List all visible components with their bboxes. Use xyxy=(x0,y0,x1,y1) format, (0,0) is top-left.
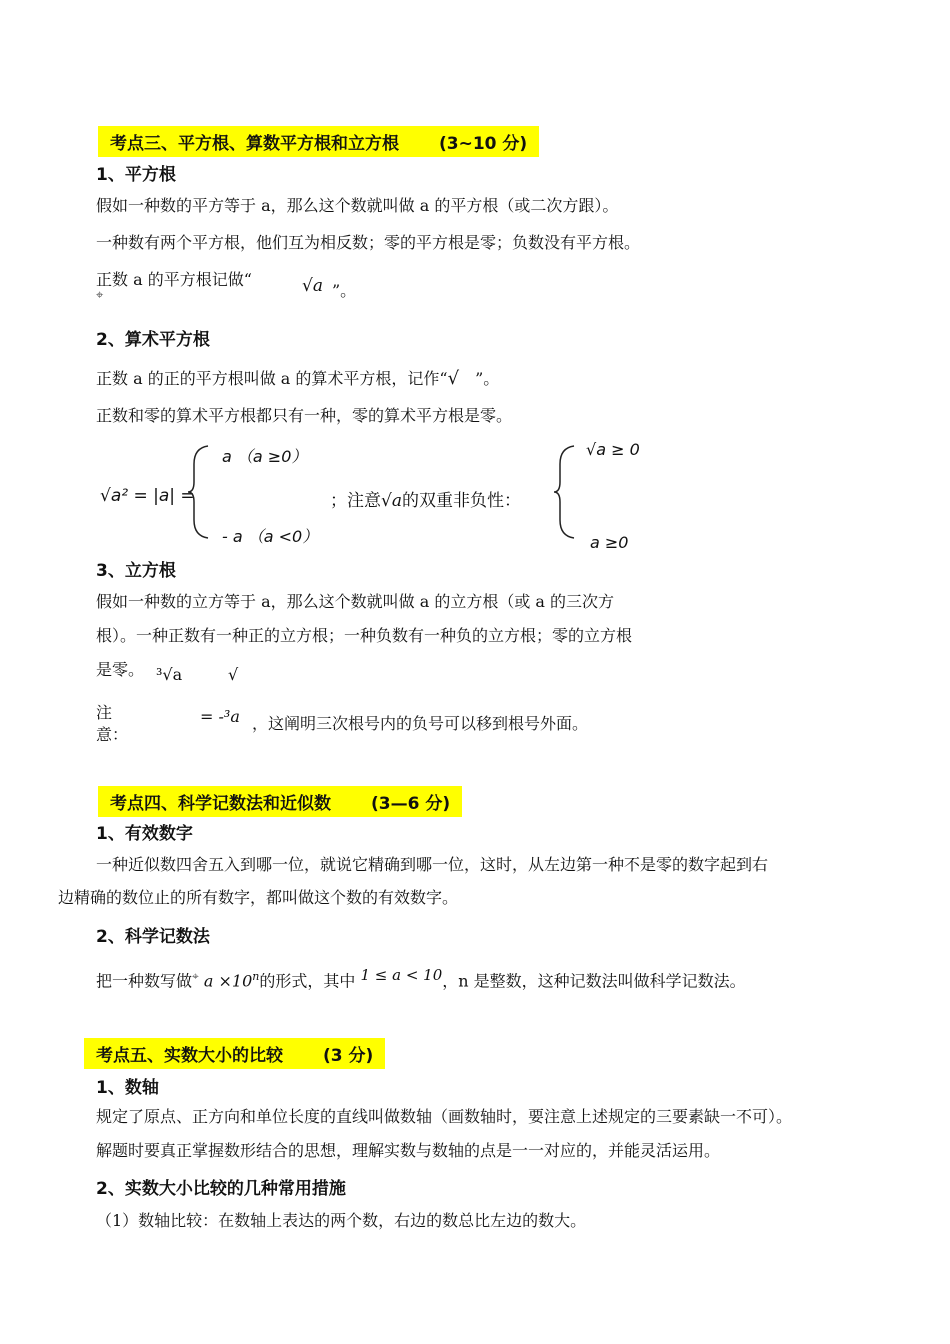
subheading-number-line: 1、数轴 xyxy=(96,1078,159,1098)
section-4-title: 考点四、科学记数法和近似数 xyxy=(110,794,331,814)
section-3-heading xyxy=(98,126,539,157)
formula-cond-a: a ≥0 xyxy=(590,533,629,552)
sci-text-a: 把一种数写做 xyxy=(96,971,193,991)
subheading-significant-figures: 1、有效数字 xyxy=(96,824,193,844)
anchor-icon: ⌖ xyxy=(96,288,104,303)
paragraph-arithmetic-root-def xyxy=(96,366,499,389)
paragraph-square-root-def: 假如一种数的平方等于 a，那么这个数就叫做 a 的平方根（或二次方跟）。 xyxy=(96,196,619,215)
notation-text-b: ”。 xyxy=(332,281,357,300)
paragraph-cube-root-line2: 根）。一种正数有一种正的立方根；一种负数有一种负的立方根；零的立方根 xyxy=(96,626,633,645)
paragraph-square-root-props: 一种数有两个平方根，他们互为相反数；零的平方根是零；负数没有平方根。 xyxy=(96,233,641,252)
section-5-heading xyxy=(84,1038,385,1069)
paragraph-significant-line2: 边精确的数位止的所有数字，都叫做这个数的有效数字。 xyxy=(58,888,459,907)
formula-note-sqrt: √a xyxy=(381,491,402,511)
paragraph-scientific-notation xyxy=(96,966,746,991)
left-brace xyxy=(186,444,210,540)
sci-exponent: n xyxy=(252,970,260,983)
note-equation: = -³a xyxy=(200,707,240,726)
paragraph-number-line-use: 解题时要真正掌握数形结合的思想，理解实数与数轴的点是一一对应的，并能灵活运用。 xyxy=(96,1141,721,1160)
section-5-title: 考点五、实数大小的比较 xyxy=(96,1046,283,1066)
radical-symbol: √ xyxy=(228,665,239,684)
subheading-cube-root: 3、立方根 xyxy=(96,561,176,581)
paragraph-significant-line1: 一种近似数四舍五入到哪一位，就说它精确到哪一位，这时，从左边第一种不是零的数字起到右 xyxy=(96,855,769,874)
note-label-line2: 意： xyxy=(96,725,129,744)
formula-note-b: 的双重非负性： xyxy=(401,491,521,511)
sci-text-c: ，n 是整数，这种记数法叫做科学记数法。 xyxy=(442,971,746,991)
sqrt-a-symbol: √a xyxy=(302,276,323,296)
paragraph-arithmetic-root-props: 正数和零的算术平方根都只有一种，零的算术平方根是零。 xyxy=(96,406,513,425)
arith-text-b: ”。 xyxy=(475,369,500,388)
formula-note xyxy=(330,486,521,511)
paragraph-number-line-def: 规定了原点、正方向和单位长度的直线叫做数轴（画数轴时，要注意上述规定的三要素缺一不可）。 xyxy=(96,1107,793,1126)
subheading-comparison-methods: 2、实数大小比较的几种常用措施 xyxy=(96,1179,346,1199)
subheading-arithmetic-root: 2、算术平方根 xyxy=(96,330,210,350)
paragraph-cube-root-line1: 假如一种数的立方等于 a，那么这个数就叫做 a 的立方根（或 a 的三次方 xyxy=(96,592,615,611)
formula-case-negative: - a （a <0） xyxy=(222,527,319,546)
cube-root-symbol: ³√a xyxy=(156,665,183,684)
anchor-icon-2: ⌖ xyxy=(192,969,199,983)
formula-lhs: √a² = |a| = xyxy=(100,486,195,506)
formula-cond-sqrt: √a ≥ 0 xyxy=(586,440,640,459)
section-4-points: (3—6 分) xyxy=(371,794,451,814)
arith-text-a: 正数 a 的正的平方根叫做 a 的算术平方根，记作“ xyxy=(96,369,448,388)
subheading-square-root: 1、平方根 xyxy=(96,165,176,185)
formula-case-positive: a （a ≥0） xyxy=(222,447,308,466)
right-brace xyxy=(552,444,576,540)
formula-note-a: ；注意 xyxy=(330,491,381,511)
paragraph-cube-root-line3: 是零。 xyxy=(96,660,145,679)
section-5-points: (3 分) xyxy=(323,1046,374,1066)
note-label-line1: 注 xyxy=(96,703,113,722)
section-3-title: 考点三、平方根、算数平方根和立方根 xyxy=(110,134,399,154)
section-3-points: (3~10 分) xyxy=(439,134,528,154)
notation-text-a: 正数 a 的平方根记做“ xyxy=(96,270,252,289)
note-text: ，这阐明三次根号内的负号可以移到根号外面。 xyxy=(252,714,589,733)
sqrt-symbol: √ xyxy=(447,368,460,389)
sci-range: 1 ≤ a < 10 xyxy=(360,966,443,984)
sci-expression: a ×10 xyxy=(203,971,253,991)
section-4-heading xyxy=(98,786,462,817)
paragraph-square-root-notation xyxy=(96,267,252,290)
subheading-scientific-notation: 2、科学记数法 xyxy=(96,927,210,947)
paragraph-comparison-number-line: （1）数轴比较：在数轴上表达的两个数，右边的数总比左边的数大。 xyxy=(96,1211,587,1230)
sci-text-b: 的形式，其中 xyxy=(259,971,356,991)
